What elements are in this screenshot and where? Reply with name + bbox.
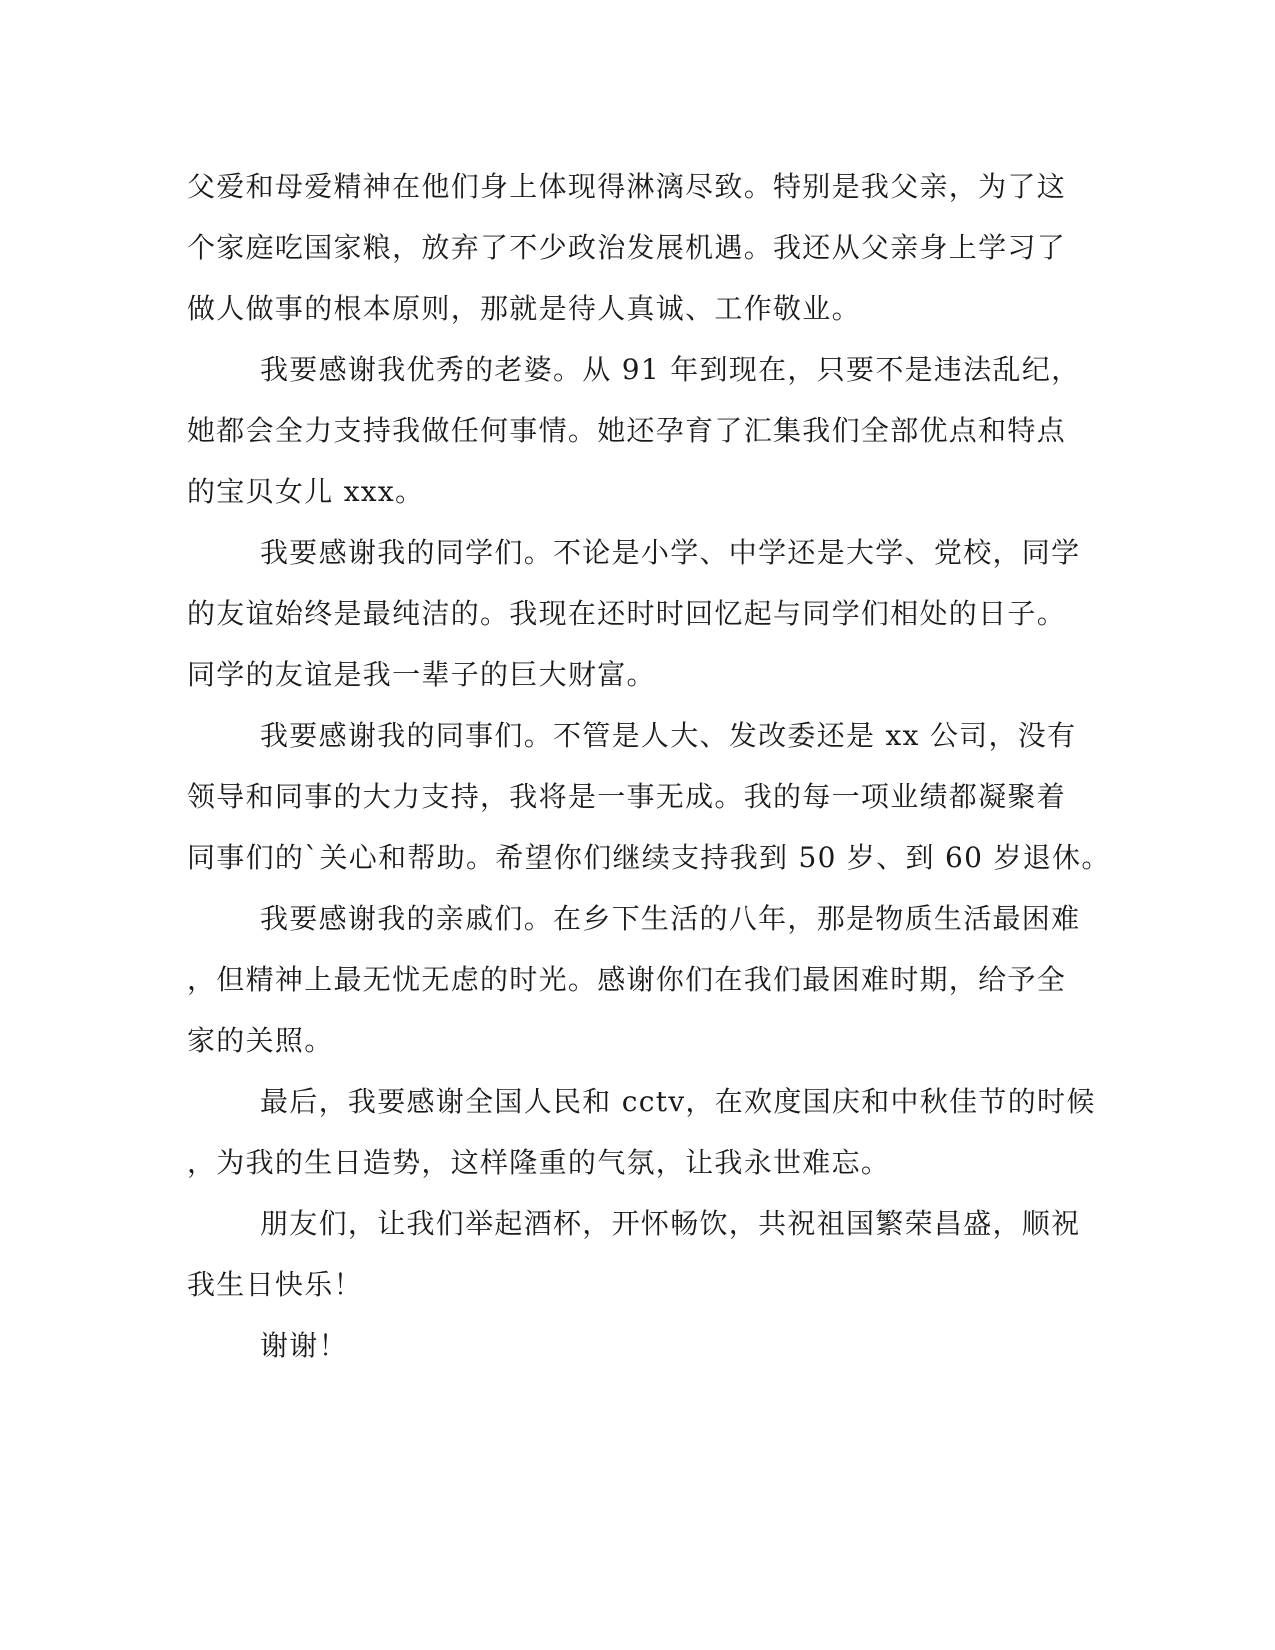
paragraph-start-line: 最后，我要感谢全国人民和 cctv，在欢度国庆和中秋佳节的时候 <box>260 1085 1096 1118</box>
text-line: 同事们的`关心和帮助。希望你们继续支持我到 50 岁、到 60 岁退休。 <box>187 841 1111 874</box>
paragraph-start-line: 我要感谢我优秀的老婆。从 91 年到现在，只要不是违法乱纪， <box>260 353 1081 386</box>
text-line: ，但精神上最无忧无虑的时光。感谢你们在我们最困难时期，给予全 <box>187 963 1067 996</box>
text-line: 做人做事的根本原则，那就是待人真诚、工作敬业。 <box>187 292 861 325</box>
closing-line: 谢谢！ <box>260 1329 348 1362</box>
paragraph-start-line: 我要感谢我的亲戚们。在乡下生活的八年，那是物质生活最困难 <box>260 902 1081 935</box>
paragraph-start-line: 我要感谢我的同学们。不论是小学、中学还是大学、党校，同学 <box>260 536 1081 569</box>
text-line: 个家庭吃国家粮，放弃了不少政治发展机遇。我还从父亲身上学习了 <box>187 231 1067 264</box>
text-line: 的宝贝女儿 xxx。 <box>187 475 425 508</box>
text-line: 领导和同事的大力支持，我将是一事无成。我的每一项业绩都凝聚着 <box>187 780 1067 813</box>
document-body <box>187 156 1111 1376</box>
text-line: ，为我的生日造势，这样隆重的气氛，让我永世难忘。 <box>187 1146 891 1179</box>
paragraph-start-line: 我要感谢我的同事们。不管是人大、发改委还是 xx 公司，没有 <box>260 719 1077 752</box>
text-line: 家的关照。 <box>187 1024 334 1057</box>
text-line: 我生日快乐！ <box>187 1268 363 1301</box>
text-line: 的友谊始终是最纯洁的。我现在还时时回忆起与同学们相处的日子。 <box>187 597 1067 630</box>
text-line: 父爱和母爱精神在他们身上体现得淋漓尽致。特别是我父亲，为了这 <box>187 170 1067 203</box>
text-line: 同学的友谊是我一辈子的巨大财富。 <box>187 658 656 691</box>
text-line: 她都会全力支持我做任何事情。她还孕育了汇集我们全部优点和特点 <box>187 414 1067 447</box>
paragraph-start-line: 朋友们，让我们举起酒杯，开怀畅饮，共祝祖国繁荣昌盛，顺祝 <box>260 1207 1081 1240</box>
